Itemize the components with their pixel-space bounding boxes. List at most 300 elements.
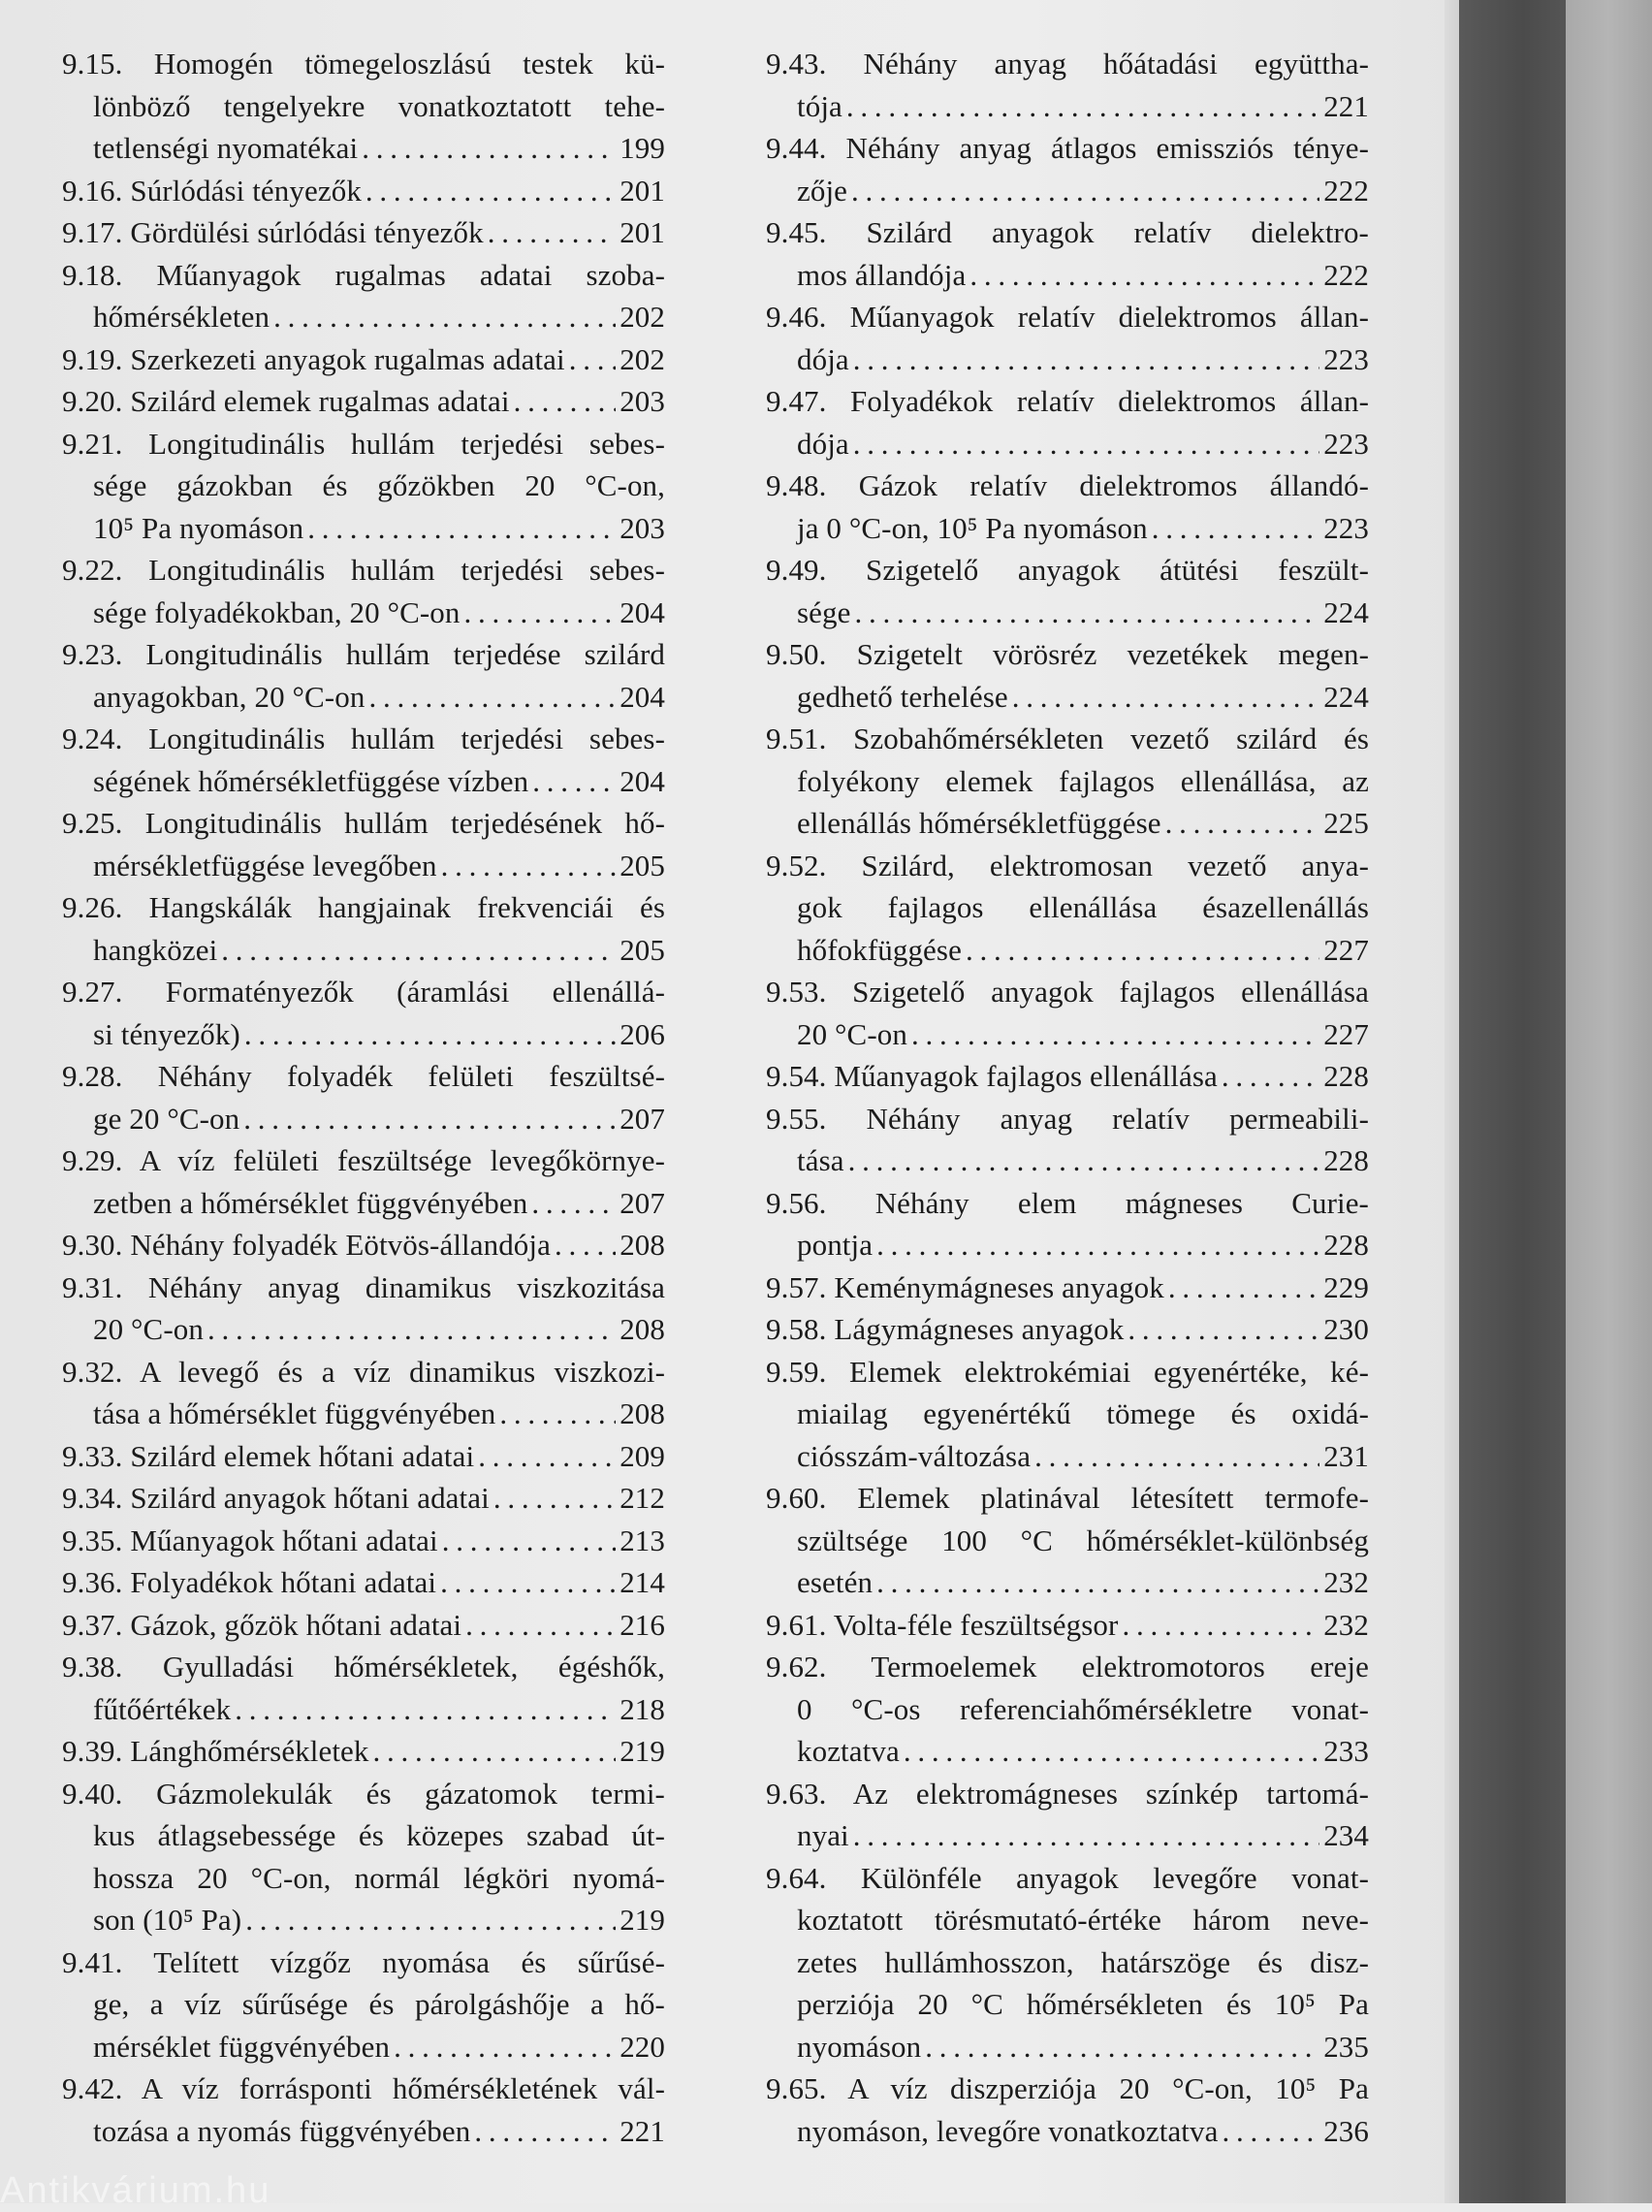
toc-entry-number: 9.64. (766, 1860, 827, 1895)
toc-entry (766, 2068, 1369, 2152)
toc-entry (62, 1435, 665, 1478)
toc-entry (766, 127, 1369, 211)
toc-entry-line (766, 1520, 1369, 1562)
toc-entry-title: hőfokfüggése (797, 932, 962, 967)
toc-entry (62, 43, 665, 170)
dot-leader (555, 1224, 616, 1266)
toc-entry (766, 718, 1369, 845)
toc-entry-number: 9.50. (766, 637, 827, 671)
dot-leader (465, 1604, 616, 1647)
toc-entry (766, 1604, 1369, 1647)
toc-page-number: 218 (620, 1691, 665, 1726)
toc-entry-text: 0 °C-os referenciahőmérsékletre vonat- (797, 1691, 1369, 1726)
toc-entry-number: 9.35. (62, 1523, 123, 1557)
dot-leader (441, 845, 617, 887)
toc-entry-line (766, 1182, 1369, 1225)
toc-entry-number: 9.52. (766, 848, 827, 882)
toc-entry-line (766, 465, 1369, 507)
toc-entry (62, 380, 665, 423)
dot-leader (1168, 1266, 1319, 1309)
toc-page-number: 216 (620, 1607, 665, 1642)
toc-entry-title: nyomáson, levegőre vonatkoztatva (797, 2113, 1219, 2148)
toc-entry-number: 9.31. (62, 1269, 123, 1304)
toc-entry-line (766, 1857, 1369, 1900)
toc-entry-title: 20 °C-on (93, 1312, 204, 1346)
toc-entry-title: dója (797, 341, 849, 376)
toc-page-number: 227 (1323, 1016, 1369, 1051)
dot-leader (532, 760, 616, 803)
toc-entry-line (62, 549, 665, 592)
toc-entry-title: anyagokban, 20 °C-on (93, 679, 365, 714)
toc-entry-text: miailag egyenértékű tömege és oxidá- (797, 1396, 1369, 1430)
toc-entry-title: mérséklet függvényében (93, 2029, 391, 2064)
toc-entry-line (766, 845, 1369, 887)
toc-entry-line (766, 2068, 1369, 2110)
toc-entry-line (62, 1773, 665, 1815)
toc-entry-number: 9.15. (62, 47, 123, 80)
toc-entry-title: tozása a nyomás függvényében (93, 2113, 471, 2148)
dot-leader (244, 1013, 616, 1056)
toc-entry (766, 465, 1369, 549)
toc-entry-last-line (766, 254, 1369, 297)
toc-entry-title: fűtőértékek (93, 1691, 232, 1726)
toc-entry-title: koztatva (797, 1734, 900, 1768)
dot-leader (235, 1688, 616, 1731)
toc-entry (62, 1139, 665, 1224)
toc-page-number: 201 (620, 215, 665, 249)
toc-entry (62, 211, 665, 254)
toc-entry (62, 1055, 665, 1139)
toc-entry-number: 9.56. (766, 1185, 827, 1220)
toc-entry-line (62, 1983, 665, 2026)
dot-leader (368, 676, 616, 719)
toc-entry-text: Termoelemek elektromotoros ereje (871, 1650, 1369, 1683)
toc-entry-line (766, 549, 1369, 592)
watermark: Antikvárium.hu (0, 2170, 271, 2211)
dot-leader (851, 170, 1319, 212)
toc-page-number: 204 (620, 679, 665, 714)
toc-entry-last-line (766, 423, 1369, 465)
toc-entry-line (62, 971, 665, 1013)
toc-entry-last-line (62, 1393, 665, 1435)
toc-page-number: 231 (1323, 1438, 1369, 1473)
toc-page-number: 225 (1323, 806, 1369, 840)
toc-entry (766, 1773, 1369, 1857)
toc-page-number: 213 (620, 1523, 665, 1557)
toc-entry-line (766, 971, 1369, 1013)
toc-entry-number: 9.23. (62, 637, 123, 671)
toc-entry-number: 9.62. (766, 1650, 827, 1683)
dot-leader (221, 929, 616, 972)
toc-entry (766, 1857, 1369, 2068)
toc-entry-last-line (766, 802, 1369, 845)
toc-entry-title: sége (797, 594, 851, 629)
toc-entry-number: 9.63. (766, 1776, 827, 1811)
toc-entry-text: Telített vízgőz nyomása és sűrűsé- (153, 1944, 665, 1979)
toc-entry-title: tetlenségi nyomatékai (93, 131, 359, 165)
toc-entry-line (766, 1773, 1369, 1815)
dot-leader (848, 1139, 1320, 1182)
dot-leader (1152, 507, 1319, 550)
toc-entry-line (62, 1139, 665, 1182)
toc-entry-number: 9.19. (62, 341, 123, 376)
toc-entry-text: lönböző tengelyekre vonatkoztatott tehe- (93, 88, 665, 123)
toc-entry (62, 1941, 665, 2068)
toc-page-number: 205 (620, 932, 665, 967)
toc-page-number: 223 (1323, 510, 1369, 545)
toc-entry-number: 9.36. (62, 1565, 123, 1599)
toc-entry-last-line (62, 845, 665, 887)
toc-entry-last-line (766, 1013, 1369, 1056)
toc-entry-number: 9.44. (766, 131, 827, 165)
toc-entry-number: 9.57. (766, 1269, 827, 1304)
toc-entry-number: 9.54. (766, 1059, 827, 1093)
toc-entry-number: 9.46. (766, 300, 827, 334)
toc-entry-text: Gázmolekulák és gázatomok termi- (156, 1776, 665, 1811)
toc-entry-line (62, 2068, 665, 2110)
toc-entry-line (766, 718, 1369, 760)
toc-page-number: 209 (620, 1438, 665, 1473)
toc-page-number: 203 (620, 384, 665, 418)
toc-entry-line (62, 423, 665, 465)
toc-entry-number: 9.22. (62, 553, 123, 587)
toc-entry-number: 9.32. (62, 1354, 123, 1389)
toc-page-number: 232 (1323, 1607, 1369, 1642)
toc-entry (766, 1477, 1369, 1604)
toc-entry (766, 296, 1369, 380)
toc-entry-line (766, 211, 1369, 254)
toc-page-number: 201 (620, 173, 665, 208)
toc-page-number: 219 (620, 1903, 665, 1937)
dot-leader (1128, 1308, 1319, 1351)
toc-page-number: 232 (1323, 1565, 1369, 1599)
toc-entry-last-line (62, 211, 665, 254)
toc-entry-title: si tényezők) (93, 1016, 240, 1051)
dot-leader (307, 507, 616, 550)
dot-leader (853, 1814, 1319, 1857)
toc-entry-text: Longitudinális hullám terjedési sebes- (148, 721, 665, 755)
toc-entry-text: A víz diszperziója 20 °C-on, 10⁵ Pa (847, 2071, 1369, 2105)
toc-entry (766, 1308, 1369, 1351)
toc-entry-last-line (62, 760, 665, 803)
toc-entry-number: 9.59. (766, 1354, 827, 1389)
toc-entry-line (766, 1098, 1369, 1140)
toc-entry-last-line (766, 2110, 1369, 2153)
toc-entry-text: Néhány anyag relatív permeabili- (866, 1101, 1369, 1136)
toc-entry-text: Folyadékok relatív dielektromos állan- (850, 384, 1369, 418)
toc-entry-text: Szigetelő anyagok átütési feszült- (866, 553, 1369, 587)
toc-entry-number: 9.51. (766, 721, 827, 755)
toc-entry-last-line (766, 1604, 1369, 1647)
toc-entry (62, 254, 665, 338)
toc-entry-line (766, 1477, 1369, 1520)
dot-leader (478, 1435, 616, 1478)
toc-entry-text: A víz felületi feszültsége levegőkörnye- (139, 1143, 666, 1177)
toc-page-number: 223 (1323, 426, 1369, 461)
toc-entry-title: ge 20 °C-on (93, 1101, 240, 1136)
toc-entry-last-line (766, 1266, 1369, 1309)
dot-leader (876, 1224, 1319, 1266)
toc-entry-text: folyékony elemek fajlagos ellenállása, az (797, 763, 1369, 798)
toc-entry-number: 9.58. (766, 1312, 827, 1346)
toc-entry-line (766, 1983, 1369, 2026)
toc-entry (62, 549, 665, 633)
toc-page-number: 228 (1323, 1228, 1369, 1262)
toc-entry-title: Műanyagok hőtani adatai (130, 1523, 438, 1557)
toc-entry-number: 9.26. (62, 890, 123, 924)
toc-entry-title: Keménymágneses anyagok (834, 1269, 1164, 1304)
toc-entry (62, 1561, 665, 1604)
toc-entry-line (766, 1351, 1369, 1394)
toc-page-number: 224 (1323, 594, 1369, 629)
toc-page-number: 207 (620, 1101, 665, 1136)
toc-entry-text: Elemek platinával létesített termofe- (857, 1481, 1370, 1515)
toc-entry-text: sége gázokban és gőzökben 20 °C-on, (93, 468, 665, 502)
toc-page-number: 214 (620, 1565, 665, 1599)
toc-entry-last-line (62, 127, 665, 170)
toc-page-number: 212 (620, 1481, 665, 1515)
toc-entry-title: Volta-féle feszültségsor (833, 1607, 1119, 1642)
dot-leader (362, 127, 616, 170)
toc-entry-last-line (766, 929, 1369, 972)
toc-entry-title: Gördülési súrlódási tényezők (130, 215, 484, 249)
toc-entry-text: szültsége 100 °C hőmérséklet-különbség (797, 1523, 1369, 1557)
toc-entry-number: 9.21. (62, 426, 123, 461)
toc-entry (766, 211, 1369, 296)
toc-entry-number: 9.34. (62, 1481, 123, 1515)
dot-leader (569, 338, 616, 381)
toc-page-number: 228 (1323, 1059, 1369, 1093)
toc-entry-text: Szobahőmérsékleten vezető szilárd és (853, 721, 1370, 755)
toc-entry-text: Az elektromágneses színkép tartomá- (852, 1776, 1369, 1811)
toc-page-number: 228 (1323, 1143, 1369, 1177)
toc-entry-last-line (62, 338, 665, 381)
toc-entry (62, 802, 665, 886)
dot-leader (243, 1098, 616, 1140)
dot-leader (442, 1520, 616, 1562)
toc-entry-number: 9.24. (62, 721, 123, 755)
toc-entry-line (62, 1351, 665, 1394)
toc-entry-text: Homogén tömegeloszlású testek kü- (153, 47, 665, 80)
toc-entry (62, 423, 665, 550)
toc-entry-number: 9.30. (62, 1228, 123, 1262)
toc-entry (766, 1646, 1369, 1773)
toc-entry-title: tója (797, 88, 842, 123)
toc-page-number: 230 (1323, 1312, 1369, 1346)
toc-entry-text: Szigetelő anyagok fajlagos ellenállása (852, 975, 1369, 1009)
toc-entry-text: Néhány anyag hőátadási együttha- (863, 47, 1369, 80)
toc-entry-title: Néhány folyadék Eötvös-állandója (130, 1228, 551, 1262)
toc-entry-line (766, 633, 1369, 676)
toc-entry-line (766, 296, 1369, 338)
toc-entry-line (62, 802, 665, 845)
toc-entry-title: dója (797, 426, 849, 461)
toc-entry-text: gok fajlagos ellenállása ésazellenállás (797, 890, 1369, 924)
toc-entry-title: gedhető terhelése (797, 679, 1008, 714)
dot-leader (493, 1477, 616, 1520)
dot-leader (876, 1561, 1319, 1604)
toc-entry-line (766, 1393, 1369, 1435)
dot-leader (911, 1013, 1319, 1056)
toc-entry-line (62, 1814, 665, 1857)
toc-entry-last-line (766, 85, 1369, 128)
toc-page-number: 221 (1323, 88, 1369, 123)
toc-entry-last-line (62, 1182, 665, 1225)
toc-entry-last-line (766, 592, 1369, 634)
toc-entry-text: A víz forrásponti hőmérsékletének vál- (141, 2071, 665, 2105)
toc-entry (766, 1351, 1369, 1478)
toc-entry (62, 2068, 665, 2152)
toc-entry-last-line (62, 507, 665, 550)
dot-leader (854, 592, 1319, 634)
toc-entry-line (766, 1941, 1369, 1984)
toc-entry-last-line (62, 1561, 665, 1604)
dot-leader (853, 423, 1319, 465)
toc-entry-title: tása (797, 1143, 844, 1177)
toc-entry (62, 1646, 665, 1730)
toc-entry-text: Műanyagok relatív dielektromos állan- (849, 300, 1369, 334)
toc-entry-last-line (62, 929, 665, 972)
toc-entry-text: Longitudinális hullám terjedésének hő- (144, 806, 665, 840)
toc-page-number: 204 (620, 763, 665, 798)
toc-entry-last-line (62, 1224, 665, 1266)
toc-entry (766, 380, 1369, 465)
toc-right-column (766, 43, 1369, 2152)
toc-entry-text: Néhány anyag dinamikus viszkozitása (147, 1269, 665, 1304)
toc-entry-line (62, 85, 665, 128)
dot-leader (969, 254, 1319, 297)
dot-leader (474, 2110, 616, 2153)
dot-leader (1222, 1055, 1319, 1098)
toc-entry (766, 1055, 1369, 1098)
toc-page-number: 219 (620, 1734, 665, 1768)
toc-page-number: 227 (1323, 932, 1369, 967)
toc-entry-title: mérsékletfüggése levegőben (93, 848, 437, 882)
toc-entry-last-line (62, 1308, 665, 1351)
toc-page-number: 223 (1323, 341, 1369, 376)
dot-leader (904, 1730, 1319, 1773)
toc-entry-number: 9.47. (766, 384, 827, 418)
toc-entry (62, 718, 665, 802)
toc-entry-last-line (62, 1688, 665, 1731)
toc-entry-last-line (62, 1730, 665, 1773)
toc-entry-last-line (766, 1561, 1369, 1604)
toc-entry-last-line (62, 296, 665, 338)
toc-entry-title: Szerkezeti anyagok rugalmas adatai (130, 341, 565, 376)
toc-entry-text: zetes hullámhosszon, határszöge és disz- (797, 1944, 1369, 1979)
toc-entry-last-line (62, 2110, 665, 2153)
dot-leader (1122, 1604, 1319, 1647)
toc-entry-title: Műanyagok fajlagos ellenállása (834, 1059, 1218, 1093)
toc-entry-last-line (766, 1730, 1369, 1773)
book-binding (1459, 0, 1566, 2203)
dot-leader (440, 1561, 616, 1604)
toc-entry-line (766, 1899, 1369, 1941)
dot-leader (853, 338, 1319, 381)
toc-page-number: 208 (620, 1228, 665, 1262)
toc-entry-number: 9.41. (62, 1944, 123, 1979)
toc-entry (766, 43, 1369, 127)
toc-entry-number: 9.55. (766, 1101, 827, 1136)
toc-entry (62, 1604, 665, 1647)
toc-entry-number: 9.61. (766, 1607, 827, 1642)
toc-entry-last-line (766, 1055, 1369, 1098)
toc-entry-number: 9.28. (62, 1059, 123, 1093)
toc-entry-last-line (62, 1899, 665, 1941)
toc-entry (766, 1182, 1369, 1266)
toc-entry-last-line (62, 592, 665, 634)
toc-entry-title: Lánghőmérsékletek (130, 1734, 369, 1768)
dot-leader (531, 1182, 616, 1225)
dot-leader (966, 929, 1319, 972)
toc-page-number: 207 (620, 1185, 665, 1220)
dot-leader (207, 1308, 616, 1351)
toc-entry-number: 9.45. (766, 215, 827, 249)
toc-entry (766, 1266, 1369, 1309)
toc-entry-line (62, 254, 665, 297)
toc-entry-text: perziója 20 °C hőmérsékleten és 10⁵ Pa (797, 1987, 1369, 2021)
toc-page-number: 202 (620, 341, 665, 376)
toc-entry (62, 1520, 665, 1562)
toc-entry-title: 20 °C-on (797, 1016, 907, 1051)
toc-entry-last-line (766, 1435, 1369, 1478)
dot-leader (1012, 676, 1319, 719)
toc-entry-title: Folyadékok hőtani adatai (130, 1565, 437, 1599)
book-cover-edge (1566, 0, 1652, 2203)
toc-page-number: 206 (620, 1016, 665, 1051)
toc-entry-line (62, 886, 665, 929)
toc-entry (766, 971, 1369, 1055)
toc-entry-text: ge, a víz sűrűsége és párolgáshője a hő- (93, 1987, 665, 2021)
toc-entry-last-line (62, 1604, 665, 1647)
dot-leader (846, 85, 1319, 128)
toc-entry-title: esetén (797, 1565, 874, 1599)
toc-entry-text: Szilárd anyagok relatív dielektro- (866, 215, 1369, 249)
toc-entry-title: ja 0 °C-on, 10⁵ Pa nyomáson (797, 510, 1148, 545)
toc-page-number: 221 (620, 2113, 665, 2148)
toc-left-column (62, 43, 665, 2152)
toc-entry-title: Lágymágneses anyagok (834, 1312, 1125, 1346)
toc-entry-number: 9.43. (766, 47, 827, 80)
toc-entry-number: 9.49. (766, 553, 827, 587)
toc-page-number: 222 (1323, 257, 1369, 292)
dot-leader (365, 170, 616, 212)
toc-entry (62, 170, 665, 212)
toc-entry-line (62, 633, 665, 676)
toc-entry-number: 9.25. (62, 806, 123, 840)
toc-page-number: 236 (1323, 2113, 1369, 2148)
toc-entry-title: Súrlódási tényezők (130, 173, 362, 208)
toc-entry-text: Longitudinális hullám terjedési sebes- (148, 426, 665, 461)
toc-entry-last-line (766, 1139, 1369, 1182)
toc-page-number: 208 (620, 1312, 665, 1346)
toc-entry-title: hangközei (93, 932, 218, 967)
toc-entry (62, 1730, 665, 1773)
toc-entry-text: Néhány elem mágneses Curie- (874, 1185, 1369, 1220)
dot-leader (1165, 802, 1320, 845)
toc-entry-text: Hangskálák hangjainak frekvenciái és (148, 890, 665, 924)
toc-entry-number: 9.42. (62, 2071, 123, 2105)
toc-entry-last-line (62, 1435, 665, 1478)
toc-entry-number: 9.40. (62, 1776, 123, 1811)
toc-entry-last-line (62, 1520, 665, 1562)
toc-entry-line (62, 1941, 665, 1984)
toc-page-number: 203 (620, 510, 665, 545)
toc-entry-text: Néhány folyadék felületi feszültsé- (157, 1059, 665, 1093)
toc-entry (62, 1351, 665, 1435)
toc-entry-number: 9.39. (62, 1734, 123, 1768)
toc-entry-number: 9.16. (62, 173, 123, 208)
